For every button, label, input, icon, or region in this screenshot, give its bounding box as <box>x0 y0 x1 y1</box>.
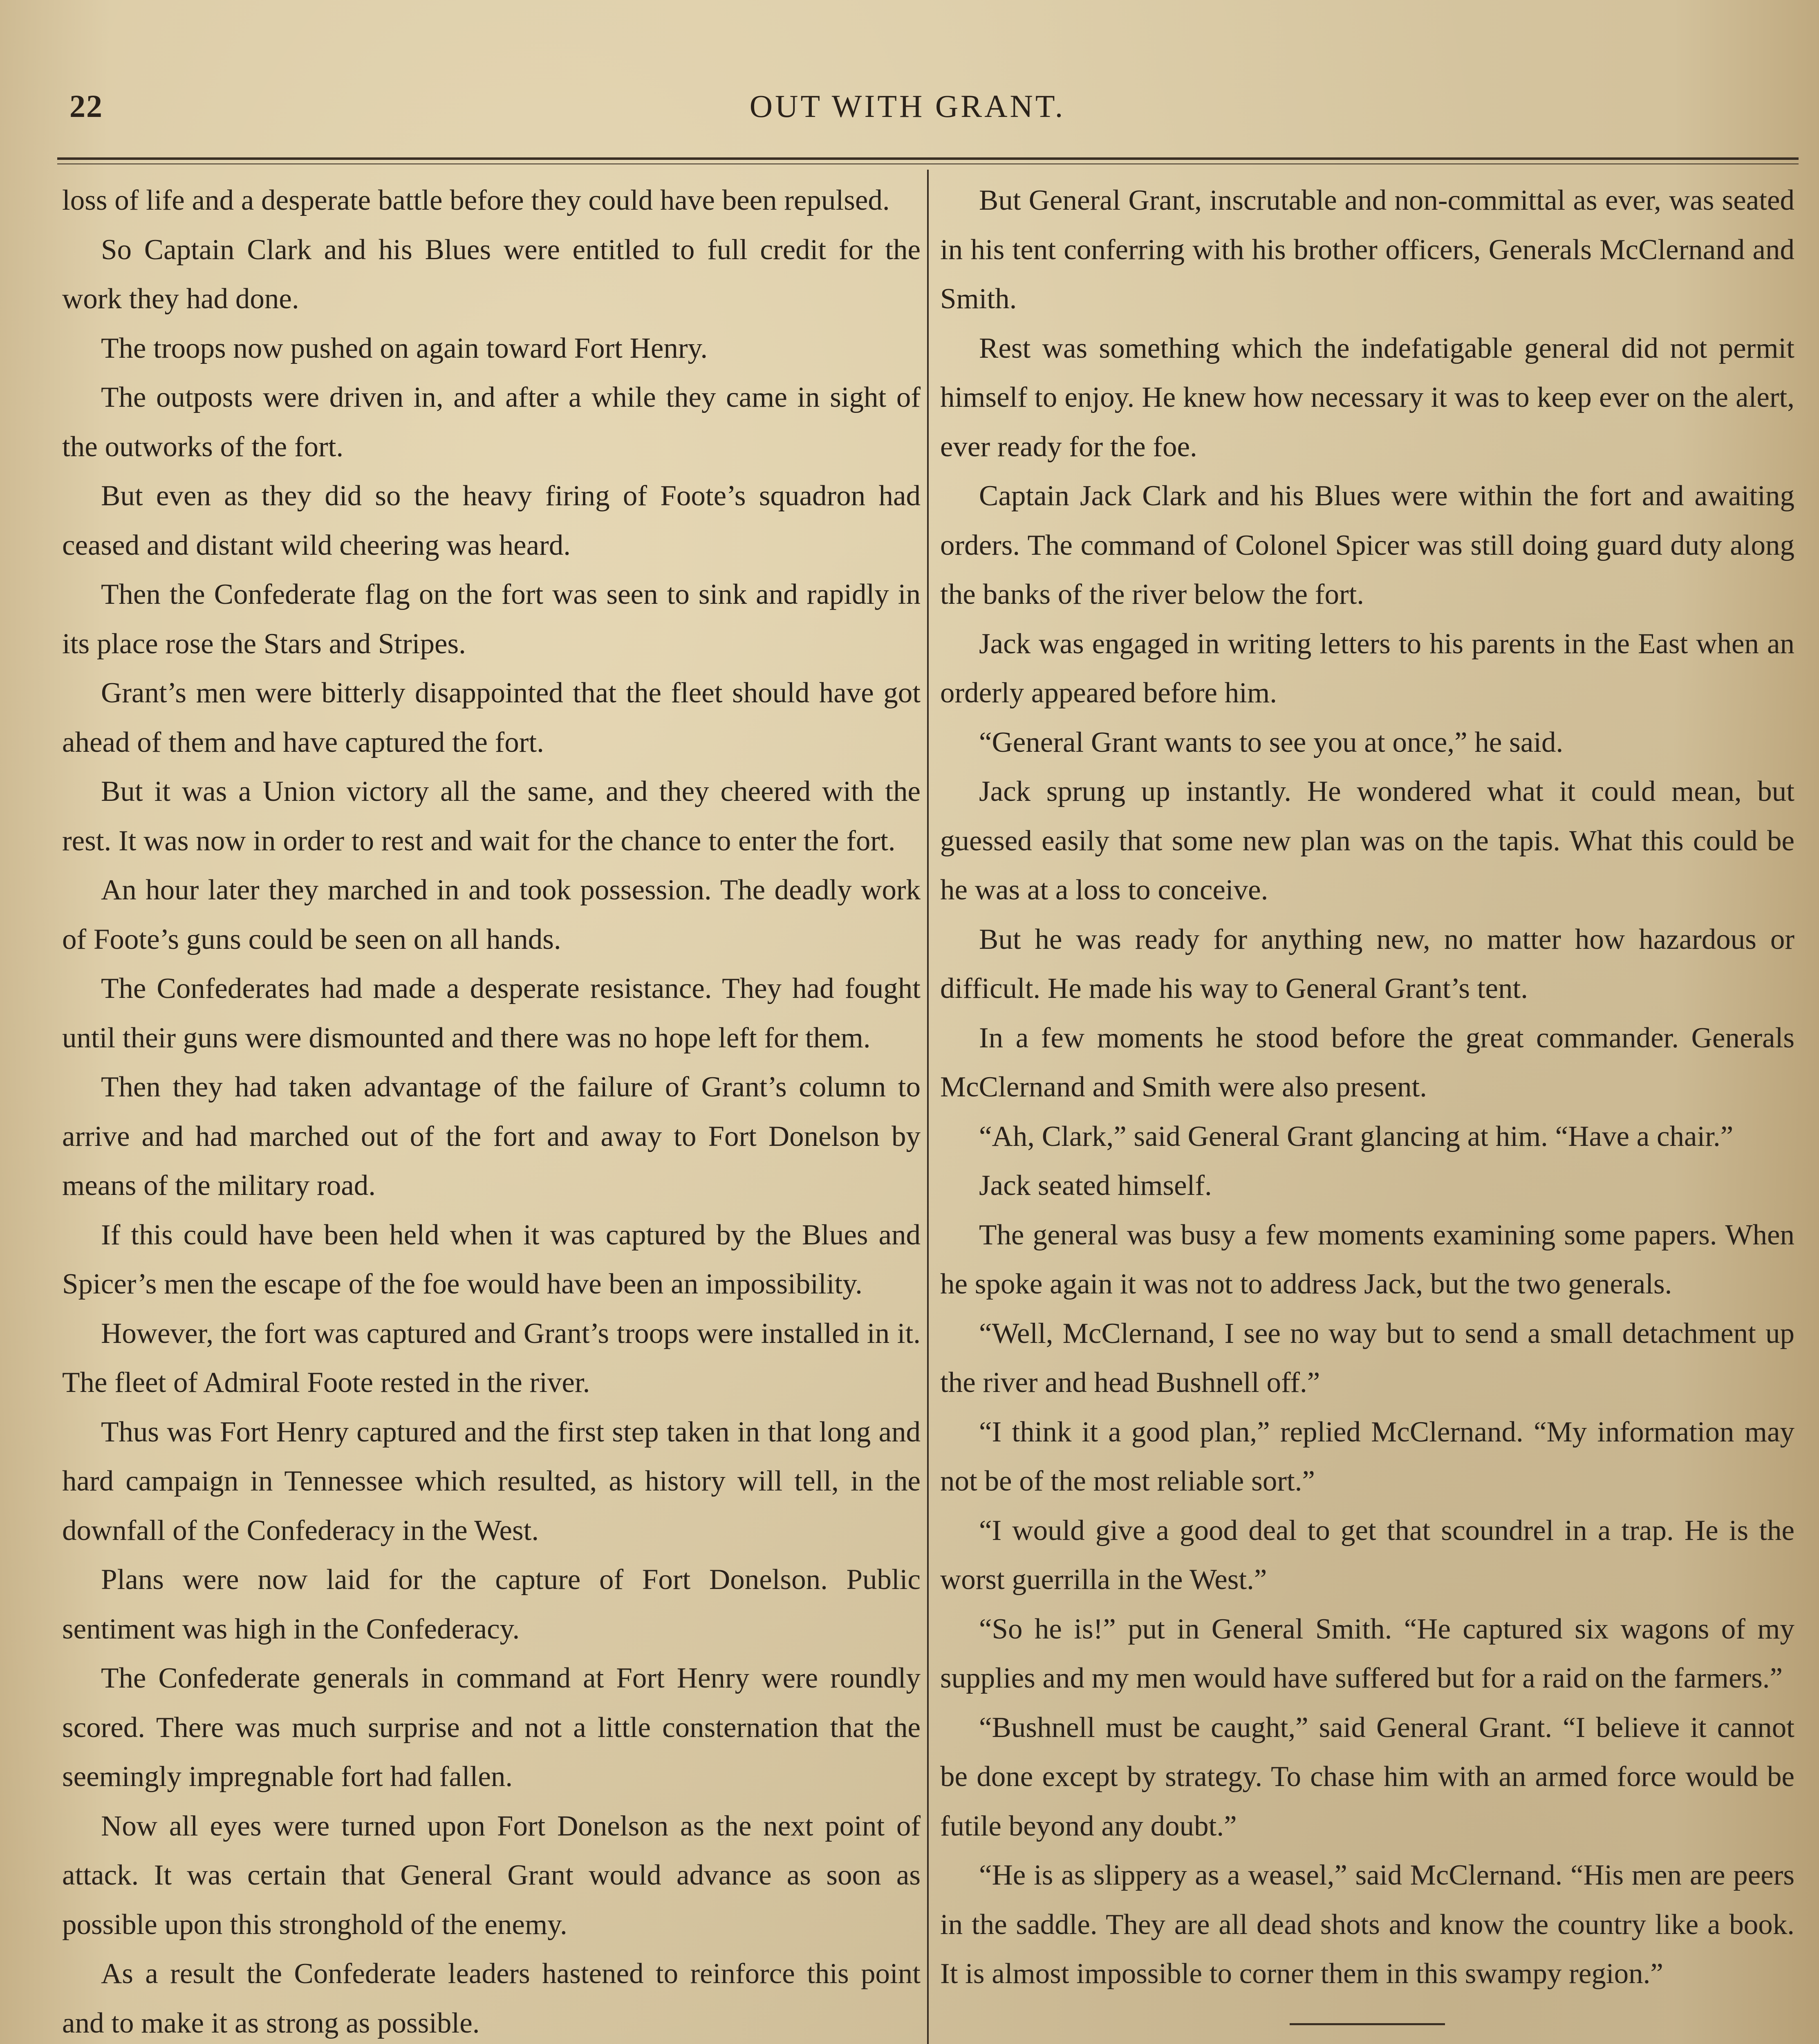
paragraph: “General Grant wants to see you at once,” he said. <box>979 726 1564 758</box>
paragraph: Now all eyes were turned upon Fort Donelson as the next point of attack. It was certain that General Grant would advance as soon as possible upon this stronghold of the enemy. <box>62 1810 921 1941</box>
paragraph: “He is as slippery as a weasel,” said McClernand. “His men are peers in the saddle. They are all dead shots and know the country like a book. It is almost impossible to corner them in this swampy region.” <box>940 1859 1794 1990</box>
paragraph: Thus was Fort Henry captured and the first step taken in that long and hard campaign in Tennessee which resulted, as history will tell, in the downfall of the Confederacy in the West. <box>62 1416 921 1546</box>
paragraph: So Captain Clark and his Blues were entitled to full credit for the work they had done. <box>62 233 921 315</box>
paragraph: The Confederate generals in command at Fort Henry were roundly scored. There was much surprise and not a little consternation that the seemingly impregnable fort had fallen. <box>62 1662 921 1793</box>
page-number: 22 <box>69 88 103 124</box>
left-column <box>62 176 921 2044</box>
paragraph: As a result the Confederate leaders hastened to reinforce this point and to make it as strong as possible. <box>62 1958 921 2039</box>
paragraph: Captain Jack Clark and his Blues were within the fort and awaiting orders. The command of Colonel Spicer was still doing guard duty along the banks of the river below the fort. <box>940 480 1794 610</box>
paragraph: Plans were now laid for the capture of Fort Donelson. Public sentiment was high in the Confederacy. <box>62 1564 921 1645</box>
paragraph: The Confederates had made a desperate resistance. They had fought until their guns were dismounted and there was no hope left for them. <box>62 973 921 1054</box>
header-rule <box>57 157 1799 160</box>
paragraph: The troops now pushed on again toward Fort Henry. <box>101 332 708 364</box>
paragraph: “Ah, Clark,” said General Grant glancing at him. “Have a chair.” <box>979 1120 1734 1152</box>
paragraph: An hour later they marched in and took possession. The deadly work of Foote’s guns could be seen on all hands. <box>62 874 921 955</box>
column-divider <box>927 170 929 2044</box>
paragraph: “So he is!” put in General Smith. “He captured six wagons of my supplies and my men would have suffered but for a raid on the farmers.” <box>940 1613 1794 1694</box>
paragraph: Then the Confederate flag on the fort was seen to sink and rapidly in its place rose the Stars and Stripes. <box>62 578 921 660</box>
paragraph: Rest was something which the indefatigable general did not permit himself to enjoy. He knew how necessary it was to keep ever on the alert, ever ready for the foe. <box>940 332 1794 463</box>
right-column <box>940 176 1794 2044</box>
paragraph: However, the fort was captured and Grant’s troops were installed in it. The fleet of Admiral Foote rested in the river. <box>62 1317 921 1399</box>
paragraph: The general was busy a few moments examining some papers. When he spoke again it was not to address Jack, but the two generals. <box>940 1219 1794 1300</box>
paragraph: Jack was engaged in writing letters to his parents in the East when an orderly appeared before him. <box>940 628 1794 709</box>
paragraph: “Bushnell must be caught,” said General Grant. “I believe it cannot be done except by strategy. To chase him with an armed force would be futile beyond any doubt.” <box>940 1711 1794 1842</box>
paragraph: Jack sprung up instantly. He wondered what it could mean, but guessed easily that some new plan was on the tapis. What this could be he was at a loss to conceive. <box>940 775 1794 906</box>
paragraph: “Well, McClernand, I see no way but to send a small detachment up the river and head Bushnell off.” <box>940 1317 1794 1399</box>
paragraph: But General Grant, inscrutable and non-committal as ever, was seated in his tent conferring with his brother officers, Generals McClernand and Smith. <box>940 184 1794 315</box>
page-header <box>69 88 1745 133</box>
paragraph: “I think it a good plan,” replied McClernand. “My information may not be of the most reliable sort.” <box>940 1416 1794 1497</box>
paragraph: But he was ready for anything new, no matter how hazardous or difficult. He made his way to General Grant’s tent. <box>940 923 1794 1004</box>
paragraph: If this could have been held when it was captured by the Blues and Spicer’s men the escape of the foe would have been an impossibility. <box>62 1219 921 1300</box>
paragraph: Grant’s men were bitterly disappointed that the fleet should have got ahead of them and have captured the fort. <box>62 677 921 758</box>
chapter-divider-rule <box>1290 2023 1445 2025</box>
paragraph: But it was a Union victory all the same, and they cheered with the rest. It was now in order to rest and wait for the chance to enter the fort. <box>62 775 921 857</box>
paragraph: Jack seated himself. <box>979 1170 1212 1201</box>
paragraph: In a few moments he stood before the great commander. Generals McClernand and Smith were also present. <box>940 1022 1794 1103</box>
paragraph: “I would give a good deal to get that scoundrel in a trap. He is the worst guerrilla in the West.” <box>940 1514 1794 1596</box>
running-title: OUT WITH GRANT. <box>749 88 1066 124</box>
paragraph: Then they had taken advantage of the failure of Grant’s column to arrive and had marched out of the fort and away to Fort Donelson by means of the military road. <box>62 1071 921 1201</box>
paragraph: But even as they did so the heavy firing of Foote’s squadron had ceased and distant wild cheering was heard. <box>62 480 921 561</box>
paragraph: loss of life and a desperate battle before they could have been repulsed. <box>62 184 890 216</box>
paragraph: The outposts were driven in, and after a while they came in sight of the outworks of the fort. <box>62 381 921 463</box>
